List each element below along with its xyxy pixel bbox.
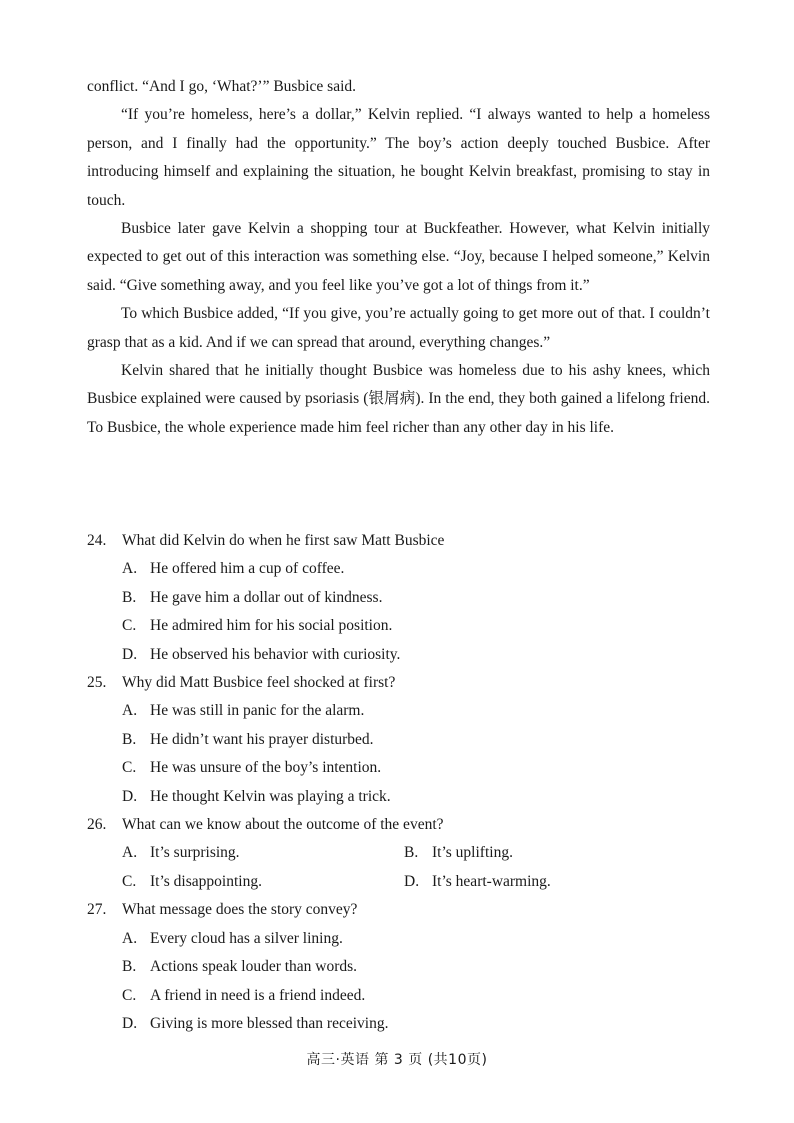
answer-option xyxy=(87,754,710,782)
answer-option xyxy=(404,868,686,896)
answer-option xyxy=(87,1010,710,1038)
option-text: He admired him for his social position. xyxy=(150,617,393,635)
option-letter: B. xyxy=(122,730,137,748)
answer-option xyxy=(87,612,710,640)
answer-option xyxy=(87,783,710,811)
option-letter: D. xyxy=(404,872,420,890)
question-text: What did Kelvin do when he first saw Matt Busbice xyxy=(122,532,445,549)
question-24 xyxy=(87,527,710,669)
option-letter: A. xyxy=(122,560,138,578)
option-text: Every cloud has a silver lining. xyxy=(150,929,343,947)
passage-paragraph: conflict. “And I go, ‘What?’” Busbice said. xyxy=(87,78,357,95)
option-letter: C. xyxy=(122,986,137,1004)
question-25 xyxy=(87,669,710,811)
answer-option xyxy=(87,982,710,1010)
option-letter: C. xyxy=(122,872,137,890)
question-text: Why did Matt Busbice feel shocked at first? xyxy=(122,674,396,692)
option-text: Giving is more blessed than receiving. xyxy=(150,1014,389,1032)
answer-option xyxy=(404,839,686,867)
question-stem xyxy=(87,811,710,839)
option-letter: B. xyxy=(122,588,137,606)
answer-option xyxy=(87,584,710,612)
option-letter: B. xyxy=(404,844,419,862)
question-number: 24. xyxy=(87,532,107,549)
answer-option xyxy=(87,555,710,583)
answer-option xyxy=(122,868,404,896)
reading-passage xyxy=(87,73,710,442)
option-letter: C. xyxy=(122,617,137,635)
option-letter: A. xyxy=(122,702,138,720)
question-number: 26. xyxy=(87,816,107,834)
question-number: 27. xyxy=(87,901,107,919)
option-text: A friend in need is a friend indeed. xyxy=(150,986,366,1004)
question-text: What message does the story convey? xyxy=(122,901,358,919)
answer-option xyxy=(87,925,710,953)
question-27 xyxy=(87,896,710,1038)
option-letter: C. xyxy=(122,759,137,777)
option-text: He gave him a dollar out of kindness. xyxy=(150,588,383,606)
option-text: Actions speak louder than words. xyxy=(150,958,358,976)
option-text: He offered him a cup of coffee. xyxy=(150,560,345,578)
option-letter: A. xyxy=(122,929,138,947)
option-letter: D. xyxy=(122,645,138,663)
answer-option xyxy=(87,953,710,981)
option-letter: D. xyxy=(122,787,138,805)
answer-option xyxy=(87,641,710,669)
option-letter: A. xyxy=(122,844,138,862)
question-26 xyxy=(87,811,710,896)
question-list xyxy=(87,527,710,1038)
question-stem xyxy=(87,896,710,924)
question-number: 25. xyxy=(87,674,107,692)
answer-option-row xyxy=(87,839,710,867)
passage-paragraph: “If you’re homeless, here’s a dollar,” Kelvin replied. “I always wanted to help a homeless person, and I finally had the opportunity.” The boy’s action deeply touched Busbice. After introducing himself and explaining the situation, he bought Kelvin breakfast, promising to stay in touch. xyxy=(87,106,710,209)
option-text: He was still in panic for the alarm. xyxy=(150,702,365,720)
option-text: It’s surprising. xyxy=(150,844,240,862)
question-stem xyxy=(87,527,710,555)
option-text: He thought Kelvin was playing a trick. xyxy=(150,787,391,805)
option-text: He didn’t want his prayer disturbed. xyxy=(150,730,374,748)
option-text: It’s heart-warming. xyxy=(432,872,551,890)
option-text: It’s uplifting. xyxy=(432,844,513,862)
question-text: What can we know about the outcome of the event? xyxy=(122,816,444,834)
answer-option xyxy=(122,839,404,867)
option-text: He observed his behavior with curiosity. xyxy=(150,645,401,663)
answer-option xyxy=(87,697,710,725)
option-letter: B. xyxy=(122,958,137,976)
page-footer: 高三·英语 第 3 页 (共10页) xyxy=(306,1052,488,1068)
option-text: It’s disappointing. xyxy=(150,872,262,890)
passage-paragraph: Kelvin shared that he initially thought Busbice was homeless due to his ashy knees, which Busbice explained were caused by psoriasis (银屑病). In the end, they both gained a lifelong friend. To Busbice, the whole experience made him feel richer than any other day in his life. xyxy=(87,362,710,436)
option-text: He was unsure of the boy’s intention. xyxy=(150,759,382,777)
answer-option-row xyxy=(87,868,710,896)
passage-paragraph: To which Busbice added, “If you give, you’re actually going to get more out of that. I couldn’t grasp that as a kid. And if we can spread that around, everything changes.” xyxy=(87,305,710,351)
passage-paragraph: Busbice later gave Kelvin a shopping tour at Buckfeather. However, what Kelvin initially expected to get out of this interaction was something else. “Joy, because I helped someone,” Kelvin said. “Give something away, and you feel like you’ve got a lot of things from it.” xyxy=(87,220,710,294)
question-stem xyxy=(87,669,710,697)
answer-option xyxy=(87,726,710,754)
option-letter: D. xyxy=(122,1014,138,1032)
